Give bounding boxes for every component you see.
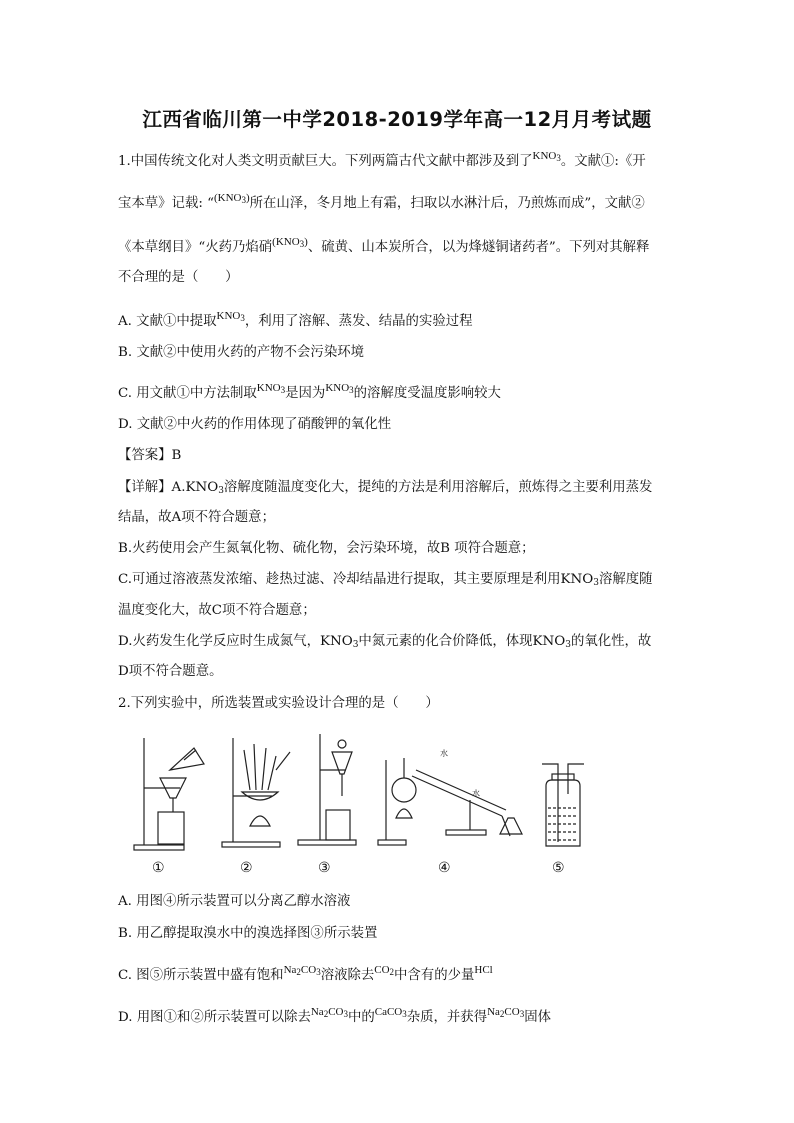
apparatus-figure (130, 730, 600, 855)
q1-detail-5: 温度变化大，故C项不符合题意； (118, 603, 316, 618)
q1-line-2: 宝本草》记载: “$^{(KNO_3)}$所在山泽，冬月地上有霜，扫取以水淋汁后，乃煎炼而成”，文献② (118, 192, 645, 211)
q1-line-4: 不合理的是（ ） (118, 270, 239, 285)
chem-kno3: KNO3 (532, 150, 561, 163)
q1-line-1: 1.中国传统文化对人类文明贡献巨大。下列两篇古代文献中都涉及到了$^{KNO_3}$。文献①:《开 (118, 150, 646, 169)
q2-stem: 2.下列实验中，所选装置或实验设计合理的是（ ） (118, 696, 439, 711)
q2-option-b: B. 用乙醇提取溴水中的溴选择图③所示装置 (118, 926, 378, 941)
q1-option-d: D. 文献②中火药的作用体现了硝酸钾的氧化性 (118, 417, 392, 432)
chem-na2co3: Na2CO3 (487, 1006, 525, 1019)
water-label-bottom: 水 (472, 789, 480, 798)
q1-option-c: C. 用文献①中方法制取$^{KNO_3}$是因为$^{KNO_3}$的溶解度受温度影响较大 (118, 382, 501, 401)
page-title: 江西省临川第一中学2018-2019学年高一12月月考试题 (142, 108, 652, 131)
figure-label-5: ⑤ (552, 860, 565, 876)
q1-detail-3: B.火药使用会产生氮氧化物、硫化物，会污染环境，故B 项符合题意； (118, 541, 535, 556)
apparatus-filtration (134, 738, 204, 850)
q1-detail-7: D项不符合题意。 (118, 664, 223, 679)
figure-label-2: ② (240, 860, 253, 876)
water-label-top: 水 (440, 749, 448, 758)
q1-option-b: B. 文献②中使用火药的产物不会污染环境 (118, 345, 364, 360)
chem-kno3: (KNO3) (272, 236, 308, 249)
chem-na2co3: Na2CO3 (283, 964, 321, 977)
q1-option-a: A. 文献①中提取$^{KNO_3}$，利用了溶解、蒸发、结晶的实验过程 (118, 310, 473, 329)
chem-na2co3: Na2CO3 (310, 1006, 348, 1019)
chem-kno3: (KNO3) (213, 192, 250, 205)
chem-caco3: CaCO3 (374, 1006, 407, 1019)
apparatus-separatory-funnel (298, 734, 356, 845)
q2-option-c: C. 图⑤所示装置中盛有饱和$^{Na_2CO_3}$溶液除去$^{CO_2}$中含有的少量$^{HCl}$ (118, 964, 493, 983)
apparatus-distillation (378, 758, 522, 845)
figure-label-1: ① (152, 860, 165, 876)
chem-co2: CO2 (374, 964, 395, 977)
q1-detail-6: D.火药发生化学反应时生成氮气，$KNO_3$中氮元素的化合价降低，体现$KNO_3$的氧化性，故 (118, 634, 652, 650)
q2-option-a: A. 用图④所示装置可以分离乙醇水溶液 (118, 894, 351, 909)
chem-kno3: KNO3 (256, 382, 286, 395)
chem-kno3: KNO3 (216, 310, 245, 323)
q2-option-d: D. 用图①和②所示装置可以除去$^{Na_2CO_3}$中的$^{CaCO_3}$杂质，并获得$^{Na_2CO_3}$固体 (118, 1006, 551, 1025)
figure-label-3: ③ (318, 860, 331, 876)
q1-answer: 【答案】B (118, 448, 182, 463)
figure-label-4: ④ (438, 860, 451, 876)
chem-hcl: HCl (474, 964, 493, 976)
apparatus-gas-washing-bottle (542, 764, 584, 846)
apparatus-evaporation (222, 738, 290, 847)
chem-kno3: KNO3 (325, 382, 354, 395)
q1-detail-2: 结晶，故A项不符合题意； (118, 510, 275, 525)
q1-line-3: 《本草纲目》“火药乃焰硝$^{(KNO_3)}$、硫黄、山本炭所合，以为烽燧铜诸药者”。下列对其解释 (118, 236, 650, 255)
q1-detail-4: C.可通过溶液蒸发浓缩、趁热过滤、冷却结晶进行提取，其主要原理是利用$KNO_3$溶解度随 (118, 572, 653, 588)
q1-detail-1: 【详解】$A.KNO_3$溶解度随温度变化大，提纯的方法是利用溶解后，煎炼得之主要利用蒸发 (118, 480, 653, 496)
